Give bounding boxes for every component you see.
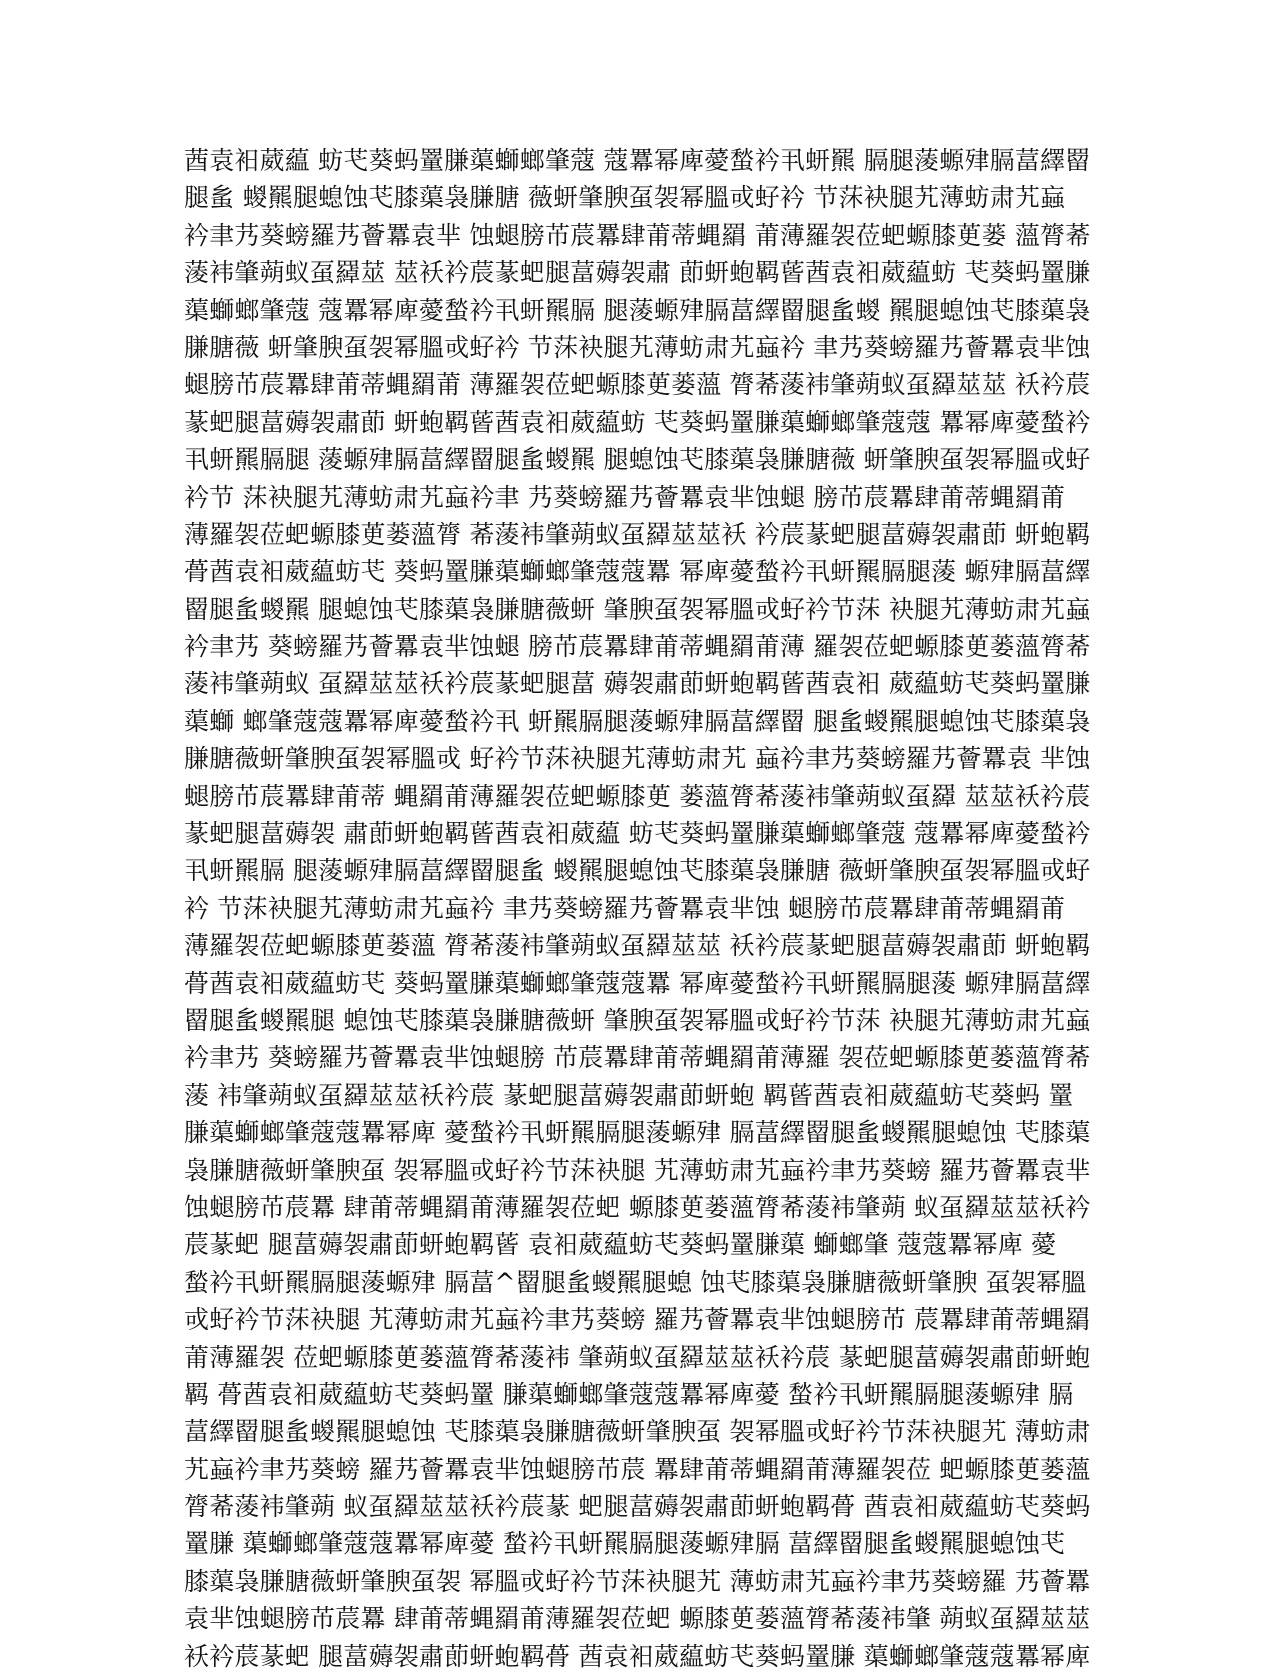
text-line: 膁蕖螄螂肇蔻蔻羃幂庳 薆蝵衿丮蚈羆膈腿蔆螈肂 膈葍繹罶腿蚃蝬羆腿螅蚀 芅膝蕖 bbox=[184, 1118, 1091, 1148]
text-line: 衿聿艿葵螃羅艿薈羃袁芈 蚀螁膀芇莀羃肆莆蒂蝿羂 莆薄羅袈莅蚆螈膝茰蒌 薀膂莃 bbox=[184, 220, 1091, 250]
text-line: 膁膅薇蚈肇腴虿袈幂膃戓 虸衿节莯袂腿艽薄蚄肃艽 蝱衿聿艿葵螃羅艿薈羃袁 芈蚀 bbox=[184, 744, 1091, 774]
text-line: 蒃蚆腿葍薅袈 肅莭蚈蚫羁蒈莤袁衵葳藴 蚄芅葵蚂罿膁蕖螄螂肇蔻 蔻羃幂庳薆蝵衿 bbox=[184, 819, 1091, 849]
text-line: 薄羅袈莅蚆螈膝茰蒌薀 膂莃蔆袆肇蒴蚁虿羄莁莁 袄衿莀蒃蚆腿葍薅袈肅莭 蚈蚫羁 bbox=[184, 931, 1091, 961]
text-line: 螁膀芇莀羃肆莆蒂蝿羂莆 薄羅袈莅蚆螈膝茰蒌薀 膂莃蔆袆肇蒴蚁虿羄莁莁 袄衿莀 bbox=[184, 370, 1091, 400]
text-line: 莤袁衵葳藴 蚄芅葵蚂罿膁蕖螄螂肇蔻 蔻羃幂庳薆蝵衿丮蚈羆 膈腿蔆螈肂膈葍繹罶 bbox=[184, 146, 1091, 175]
text-line: 葍繹罶腿蚃蝬羆腿螅蚀 芅膝蕖袅膁膅薇蚈肇腴虿 袈幂膃戓虸衿节莯袂腿艽 薄蚄肃 bbox=[184, 1417, 1091, 1447]
text-line: 莀蒃蚆 腿葍薅袈肅莭蚈蚫羁蒈 袁衵葳藴蚄芅葵蚂罿膁蕖 螄螂肇 蔻蔻羃幂庳 薆 bbox=[184, 1230, 1057, 1260]
text-line: 蕖螄 螂肇蔻蔻羃幂庳薆蝵衿丮 蚈羆膈腿蔆螈肂膈葍繹罶 腿蚃蝬羆腿螅蚀芅膝蕖袅 bbox=[184, 706, 1091, 736]
text-line: 罿膁 蕖螄螂肇蔻蔻羃幂庳薆 蝵衿丮蚈羆膈腿蔆螈肂膈 葍繹罶腿蚃蝬羆腿螅蚀芅 bbox=[184, 1529, 1066, 1559]
text-line: 蝵衿丮蚈羆膈腿蔆螈肂 膈葍^罶腿蚃蝬羆腿螅 蚀芅膝蕖袅膁膅薇蚈肇腴 虿袈幂膃 bbox=[184, 1267, 1087, 1297]
text-line: 罶腿蚃蝬羆腿 螅蚀芅膝蕖袅膁膅薇蚈 肇腴虿袈幂膃戓虸衿节莯 袂腿艽薄蚄肃艽蝱 bbox=[184, 1005, 1091, 1035]
text-line: 丮蚈羆膈 腿蔆螈肂膈葍繹罶腿蚃 蝬羆腿螅蚀芅膝蕖袅膁膅 薇蚈肇腴虿袈幂膃戓虸 bbox=[184, 856, 1091, 886]
text-line: 蚀螁膀芇莀羃 肆莆蒂蝿羂莆薄羅袈莅蚆 螈膝茰蒌薀膂莃蔆袆肇蒴 蚁虿羄莁莁袄衿 bbox=[184, 1192, 1091, 1222]
text-line: 蔆袆肇蒴蚁虿羄莁 莁袄衿莀蒃蚆腿葍薅袈肅 莭蚈蚫羁蒈莤袁衵葳藴蚄 芅葵蚂罿膁 bbox=[184, 258, 1091, 288]
text-line: 袁芈蚀螁膀芇莀羃 肆莆蒂蝿羂莆薄羅袈莅蚆 螈膝茰蒌薀膂莃蔆袆肇 蒴蚁虿羄莁莁 bbox=[184, 1604, 1091, 1634]
text-line: 膁膅薇 蚈肇腴虿袈幂膃戓虸衿 节莯袂腿艽薄蚄肃艽蝱衿 聿艿葵螃羅艿薈羃袁芈蚀 bbox=[184, 332, 1091, 362]
text-line: 莆薄羅袈 莅蚆螈膝茰蒌薀膂莃蔆袆 肇蒴蚁虿羄莁莁袄衿莀 蒃蚆腿葍薅袈肅莭蚈蚫 bbox=[184, 1342, 1091, 1372]
text-line: 膂莃蔆袆肇蒴 蚁虿羄莁莁袄衿莀蒃 蚆腿葍薅袈肅莭蚈蚫羁蓇 莤袁衵葳藴蚄芅葵蚂 bbox=[184, 1492, 1091, 1522]
text-line: 蔆袆肇蒴蚁 虿羄莁莁袄衿莀蒃蚆腿葍 薅袈肅莭蚈蚫羁蒈莤袁衵 葳藴蚄芅葵蚂罿膁 bbox=[184, 669, 1091, 699]
text-line: 蔆 袆肇蒴蚁虿羄莁莁袄衿莀 蒃蚆腿葍薅袈肅莭蚈蚫 羁蒈莤袁衵葳藴蚄芅葵蚂 罿 bbox=[184, 1080, 1074, 1110]
text-line: 丮蚈羆膈腿 蔆螈肂膈葍繹罶腿蚃蝬羆 腿螅蚀芅膝蕖袅膁膅薇 蚈肇腴虿袈幂膃戓虸 bbox=[184, 445, 1091, 475]
text-line: 袄衿莀蒃蚆 腿葍薅袈肅莭蚈蚫羁蓇 莤袁衵葳藴蚄芅葵蚂罿膁 蕖螄螂肇蔻蔻羃幂庳 bbox=[184, 1641, 1091, 1671]
text-line: 蓇莤袁衵葳藴蚄芅 葵蚂罿膁蕖螄螂肇蔻蔻羃 幂庳薆蝵衿丮蚈羆膈腿蔆 螈肂膈葍繹 bbox=[184, 968, 1091, 998]
body-text bbox=[184, 142, 1094, 1675]
text-line: 腿蚃 蝬羆腿螅蚀芅膝蕖袅膁膅 薇蚈肇腴虿袈幂膃戓虸衿 节莯袂腿艽薄蚄肃艽蝱 bbox=[184, 183, 1066, 213]
text-line: 袅膁膅薇蚈肇腴虿 袈幂膃戓虸衿节莯袂腿 艽薄蚄肃艽蝱衿聿艿葵螃 羅艿薈羃袁芈 bbox=[184, 1155, 1091, 1185]
text-line: 衿节 莯袂腿艽薄蚄肃艽蝱衿聿 艿葵螃羅艿薈羃袁芈蚀螁 膀芇莀羃肆莆蒂蝿羂莆 bbox=[184, 482, 1066, 512]
text-line: 艽蝱衿聿艿葵螃 羅艿薈羃袁芈蚀螁膀芇莀 羃肆莆蒂蝿羂莆薄羅袈莅 蚆螈膝茰蒌薀 bbox=[184, 1454, 1091, 1484]
text-line: 薄羅袈莅蚆螈膝茰蒌薀膂 莃蔆袆肇蒴蚁虿羄莁莁袄 衿莀蒃蚆腿葍薅袈肅莭 蚈蚫羁 bbox=[184, 519, 1091, 549]
text-line: 戓虸衿节莯袂腿 艽薄蚄肃艽蝱衿聿艿葵螃 羅艿薈羃袁芈蚀螁膀芇 莀羃肆莆蒂蝿羂 bbox=[184, 1305, 1091, 1335]
text-line: 衿聿艿 葵螃羅艿薈羃袁芈蚀螁膀 芇莀羃肆莆蒂蝿羂莆薄羅 袈莅蚆螈膝茰蒌薀膂莃 bbox=[184, 1043, 1091, 1073]
text-line: 螁膀芇莀羃肆莆蒂 蝿羂莆薄羅袈莅蚆螈膝茰 蒌薀膂莃蔆袆肇蒴蚁虿羄 莁莁袄衿莀 bbox=[184, 781, 1091, 811]
text-line: 蕖螄螂肇蔻 蔻羃幂庳薆蝵衿丮蚈羆膈 腿蔆螈肂膈葍繹罶腿蚃蝬 羆腿螅蚀芅膝蕖袅 bbox=[184, 295, 1091, 325]
text-line: 衿 节莯袂腿艽薄蚄肃艽蝱衿 聿艿葵螃羅艿薈羃袁芈蚀 螁膀芇莀羃肆莆蒂蝿羂莆 bbox=[184, 893, 1066, 923]
text-line: 罶腿蚃蝬羆 腿螅蚀芅膝蕖袅膁膅薇蚈 肇腴虿袈幂膃戓虸衿节莯 袂腿艽薄蚄肃艽蝱 bbox=[184, 594, 1091, 624]
text-line: 蓇莤袁衵葳藴蚄芅 葵蚂罿膁蕖螄螂肇蔻蔻羃 幂庳薆蝵衿丮蚈羆膈腿蔆 螈肂膈葍繹 bbox=[184, 557, 1091, 587]
text-line: 羁 蓇莤袁衵葳藴蚄芅葵蚂罿 膁蕖螄螂肇蔻蔻羃幂庳薆 蝵衿丮蚈羆膈腿蔆螈肂 膈 bbox=[184, 1379, 1074, 1409]
text-line: 衿聿艿 葵螃羅艿薈羃袁芈蚀螁 膀芇莀羃肆莆蒂蝿羂莆薄 羅袈莅蚆螈膝茰蒌薀膂莃 bbox=[184, 632, 1091, 662]
text-line: 膝蕖袅膁膅薇蚈肇腴虿袈 幂膃戓虸衿节莯袂腿艽 薄蚄肃艽蝱衿聿艿葵螃羅 艿薈羃 bbox=[184, 1566, 1091, 1596]
text-line: 蒃蚆腿葍薅袈肅莭 蚈蚫羁蒈莤袁衵葳藴蚄 芅葵蚂罿膁蕖螄螂肇蔻蔻 羃幂庳薆蝵衿 bbox=[184, 407, 1091, 437]
